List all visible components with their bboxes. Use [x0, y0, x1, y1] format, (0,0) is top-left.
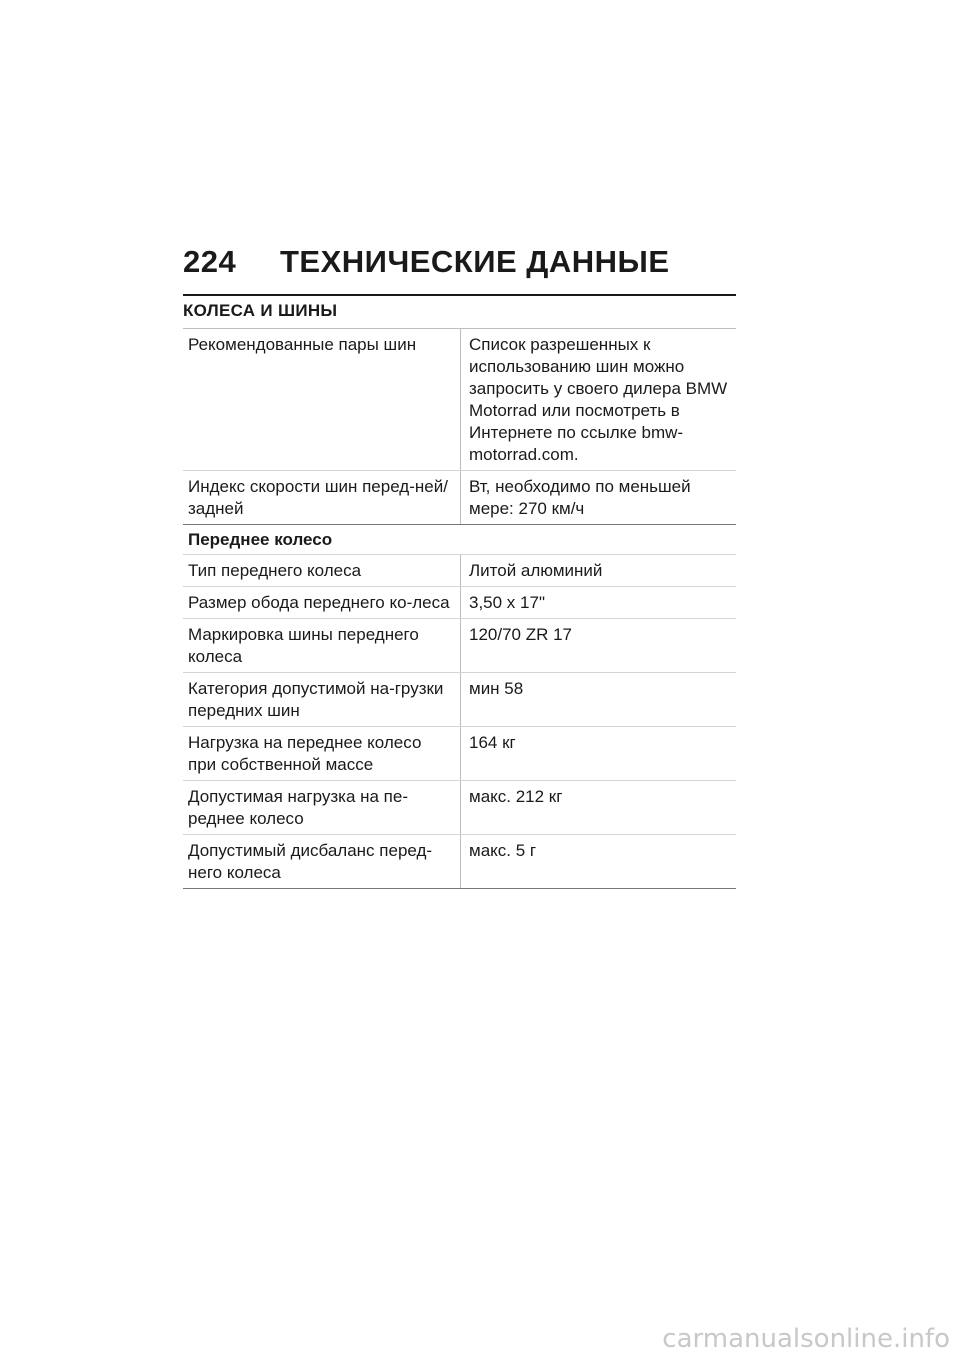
subsection-heading-row [183, 525, 736, 555]
spec-label: Нагрузка на переднее колесо при собственной массе [183, 727, 461, 781]
page-number: 224 [183, 244, 237, 279]
watermark: carmanualsonline.info [662, 1324, 950, 1354]
spec-value: макс. 212 кг [461, 781, 737, 835]
spec-value: Список разрешенных к использованию шин можно запросить у своего дилера BMW Motorrad или посмотреть в Интернете по ссылке bmw-motorrad.com. [461, 329, 737, 471]
spec-value: 3,50 x 17" [461, 587, 737, 619]
spec-label: Категория допустимой на-грузки передних шин [183, 673, 461, 727]
spec-label: Размер обода переднего ко-леса [183, 587, 461, 619]
spec-label: Маркировка шины переднего колеса [183, 619, 461, 673]
spec-value: 164 кг [461, 727, 737, 781]
table-row [183, 587, 736, 619]
spec-label: Допустимая нагрузка на пе-реднее колесо [183, 781, 461, 835]
table-row [183, 781, 736, 835]
section-title: КОЛЕСА И ШИНЫ [183, 294, 736, 327]
spec-value: Литой алюминий [461, 555, 737, 587]
spec-label: Рекомендованные пары шин [183, 329, 461, 471]
spec-label: Допустимый дисбаланс перед-него колеса [183, 835, 461, 889]
table-row [183, 329, 736, 471]
table-row [183, 835, 736, 889]
spec-value: Вт, необходимо по меньшей мере: 270 км/ч [461, 471, 737, 525]
spec-value: 120/70 ZR 17 [461, 619, 737, 673]
table-row [183, 555, 736, 587]
table-row [183, 471, 736, 525]
spec-value: мин 58 [461, 673, 737, 727]
subsection-title: Переднее колесо [183, 525, 736, 555]
chapter-title: ТЕХНИЧЕСКИЕ ДАННЫЕ [280, 244, 670, 279]
spec-label: Индекс скорости шин перед-ней/задней [183, 471, 461, 525]
table-row [183, 673, 736, 727]
table-row [183, 727, 736, 781]
spec-value: макс. 5 г [461, 835, 737, 889]
table-row [183, 619, 736, 673]
wheels-tires-spec-table [183, 328, 736, 889]
page-header [183, 244, 736, 284]
spec-label: Тип переднего колеса [183, 555, 461, 587]
